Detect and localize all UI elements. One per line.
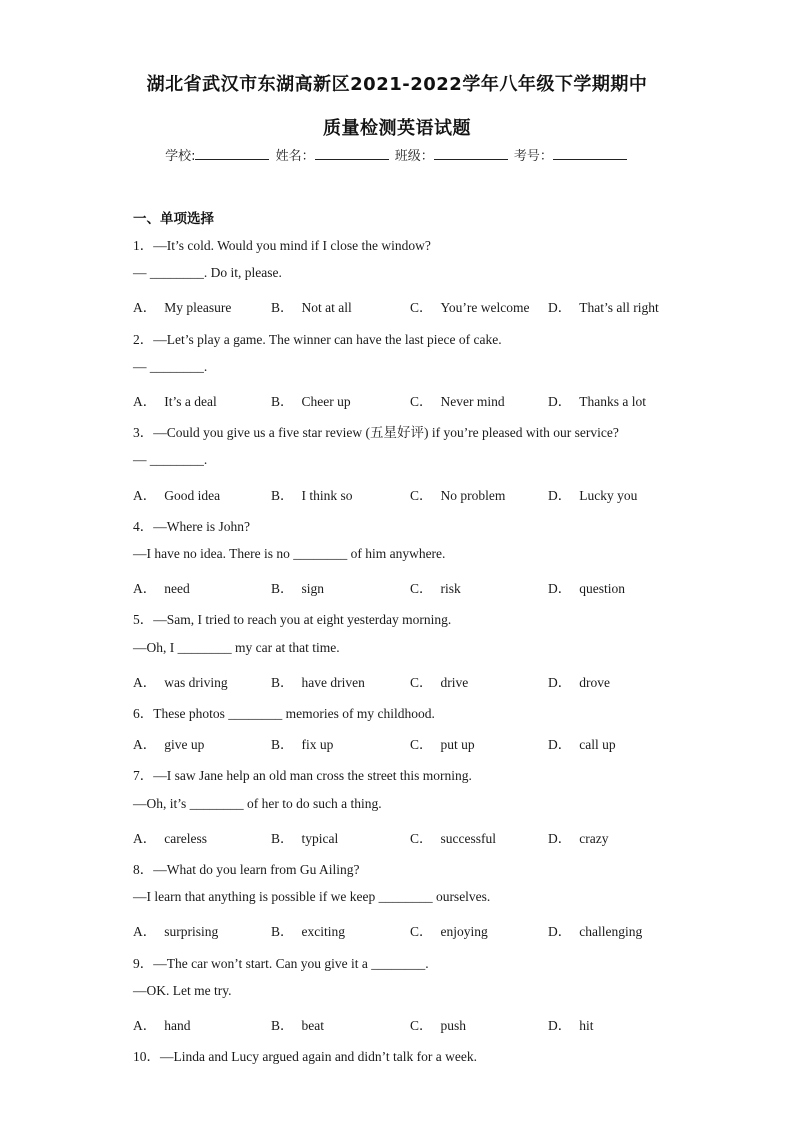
option-b[interactable]: B． fix up	[271, 737, 334, 752]
exam-number-label: 考号：	[513, 149, 553, 164]
question-stem: 1．—It’s cold. Would you mind if I close the window?	[133, 238, 431, 253]
option-d[interactable]: D． drove	[548, 675, 610, 690]
school-label: 学校:	[165, 149, 196, 164]
option-a[interactable]: A． It’s a deal	[133, 394, 217, 409]
option-row	[133, 296, 693, 314]
option-d[interactable]: D． challenging	[548, 924, 643, 939]
question-response: —OK. Let me try.	[133, 983, 232, 998]
option-row	[133, 1014, 693, 1032]
option-b[interactable]: B． sign	[271, 581, 325, 596]
question-response: — ________.	[133, 452, 208, 467]
class-blank[interactable]	[434, 147, 508, 160]
option-b[interactable]: B． beat	[271, 1018, 325, 1033]
option-b[interactable]: B． Cheer up	[271, 394, 351, 409]
option-d[interactable]: D． call up	[548, 737, 616, 752]
option-b[interactable]: B． typical	[271, 831, 339, 846]
option-a[interactable]: A． Good idea	[133, 488, 221, 503]
option-c[interactable]: C． push	[410, 1018, 467, 1033]
option-a[interactable]: A． was driving	[133, 675, 228, 690]
question-stem: 3．—Could you give us a five star review (五星好评) if you’re pleased with our service?	[133, 425, 619, 440]
option-row	[133, 671, 693, 689]
question-response: —Oh, I ________ my car at that time.	[133, 640, 340, 655]
option-d[interactable]: D． hit	[548, 1018, 594, 1033]
question-stem: 10．—Linda and Lucy argued again and didn’t talk for a week.	[133, 1049, 478, 1064]
option-d[interactable]: D． That’s all right	[548, 300, 659, 315]
option-b[interactable]: B． exciting	[271, 924, 346, 939]
option-b[interactable]: B． I think so	[271, 488, 353, 503]
question-response: —I learn that anything is possible if we keep ________ ourselves.	[133, 889, 491, 904]
option-row	[133, 577, 693, 595]
class-label: 班级：	[394, 149, 434, 164]
option-d[interactable]: D． question	[548, 581, 625, 596]
option-d[interactable]: D． Thanks a lot	[548, 394, 646, 409]
option-d[interactable]: D． crazy	[548, 831, 609, 846]
question-response: —Oh, it’s ________ of her to do such a thing.	[133, 796, 382, 811]
exam-number-blank[interactable]	[553, 147, 627, 160]
student-info-row	[0, 145, 794, 164]
question-stem: 8．—What do you learn from Gu Ailing?	[133, 862, 360, 877]
option-row	[133, 733, 693, 751]
question-response: — ________. Do it, please.	[133, 265, 282, 280]
option-a[interactable]: A． need	[133, 581, 190, 596]
option-d[interactable]: D． Lucky you	[548, 488, 638, 503]
question-stem: 5．—Sam, I tried to reach you at eight yesterday morning.	[133, 612, 452, 627]
option-b[interactable]: B． Not at all	[271, 300, 352, 315]
option-a[interactable]: A． My pleasure	[133, 300, 232, 315]
option-c[interactable]: C． risk	[410, 581, 461, 596]
question-stem: 7．—I saw Jane help an old man cross the street this morning.	[133, 768, 472, 783]
question-response: — ________.	[133, 359, 208, 374]
question-stem: 6．These photos ________ memories of my childhood.	[133, 706, 435, 721]
option-c[interactable]: C． enjoying	[410, 924, 488, 939]
option-c[interactable]: C． Never mind	[410, 394, 505, 409]
option-c[interactable]: C． put up	[410, 737, 475, 752]
option-c[interactable]: C． successful	[410, 831, 496, 846]
option-c[interactable]: C． No problem	[410, 488, 506, 503]
school-blank[interactable]	[195, 147, 269, 160]
question-stem: 9．—The car won’t start. Can you give it a ________.	[133, 956, 429, 971]
option-a[interactable]: A． surprising	[133, 924, 219, 939]
option-row	[133, 920, 693, 938]
question-stem: 2．—Let’s play a game. The winner can have the last piece of cake.	[133, 332, 502, 347]
option-b[interactable]: B． have driven	[271, 675, 365, 690]
question-stem: 4．—Where is John?	[133, 519, 250, 534]
option-a[interactable]: A． hand	[133, 1018, 191, 1033]
option-a[interactable]: A． give up	[133, 737, 205, 752]
name-blank[interactable]	[315, 147, 389, 160]
page-subtitle: 质量检测英语试题	[323, 118, 471, 139]
option-a[interactable]: A． careless	[133, 831, 207, 846]
option-c[interactable]: C． You’re welcome	[410, 300, 530, 315]
option-row	[133, 827, 693, 845]
section-title: 一、单项选择	[133, 211, 214, 227]
question-response: —I have no idea. There is no ________ of him anywhere.	[133, 546, 446, 561]
name-label: 姓名：	[275, 149, 315, 164]
option-row	[133, 484, 693, 502]
option-row	[133, 390, 693, 408]
option-c[interactable]: C． drive	[410, 675, 469, 690]
page-title: 湖北省武汉市东湖高新区2021-2022学年八年级下学期期中	[146, 74, 648, 95]
